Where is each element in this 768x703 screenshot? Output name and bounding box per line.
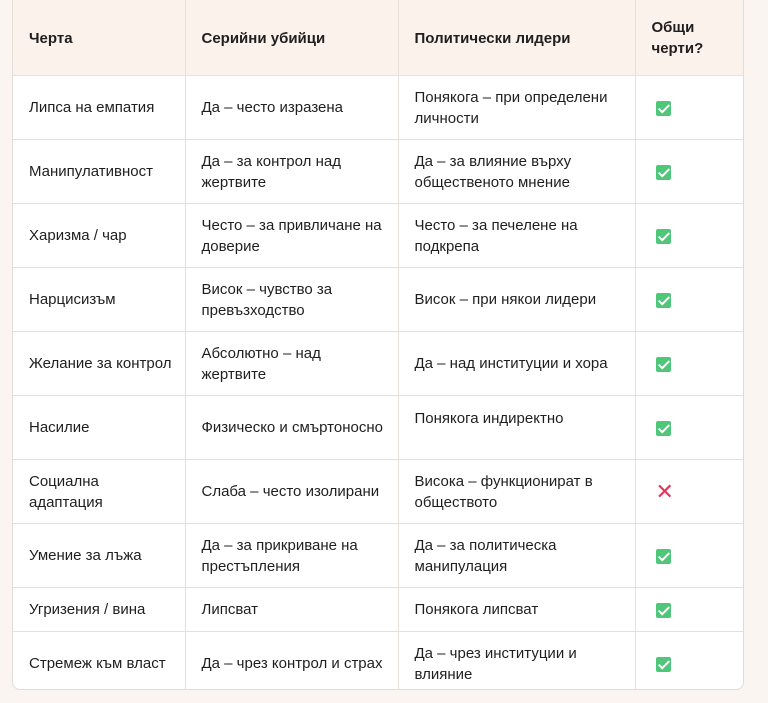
cell-killers: Да – за прикриване на престъпления	[185, 524, 398, 588]
cell-trait: Угризения / вина	[13, 588, 185, 632]
cell-leaders: Да – за политическа манипулация	[398, 524, 635, 588]
cell-common	[635, 632, 743, 691]
cell-leaders: Висок – при някои лидери	[398, 268, 635, 332]
cell-killers: Да – често изразена	[185, 76, 398, 140]
table-row	[13, 524, 743, 588]
cell-common	[635, 76, 743, 140]
cell-trait: Нарцисизъм	[13, 268, 185, 332]
cell-common	[635, 204, 743, 268]
check-icon	[656, 421, 671, 436]
cell-leaders: Да – за влияние върху общественото мнение	[398, 140, 635, 204]
check-icon	[656, 293, 671, 308]
cell-trait: Умение за лъжа	[13, 524, 185, 588]
cell-killers: Често – за привличане на доверие	[185, 204, 398, 268]
cell-leaders: Понякога – при определени личности	[398, 76, 635, 140]
comparison-table	[13, 0, 743, 690]
cell-trait: Харизма / чар	[13, 204, 185, 268]
comparison-table-container	[12, 0, 744, 690]
cell-killers: Висок – чувство за превъзходство	[185, 268, 398, 332]
table-row	[13, 460, 743, 524]
check-icon	[656, 101, 671, 116]
cell-leaders: Да – чрез институции и влияние	[398, 632, 635, 691]
cell-trait: Манипулативност	[13, 140, 185, 204]
check-icon	[656, 229, 671, 244]
cell-killers: Физическо и смъртоносно	[185, 396, 398, 460]
cell-leaders: Висока – функционират в обществото	[398, 460, 635, 524]
check-icon	[656, 357, 671, 372]
cell-leaders: Да – над институции и хора	[398, 332, 635, 396]
header-common-traits: Общи черти?	[635, 0, 743, 76]
cross-icon: ✕	[655, 479, 674, 505]
header-serial-killers: Серийни убийци	[185, 0, 398, 76]
cell-common	[635, 524, 743, 588]
cell-killers: Слаба – често изолирани	[185, 460, 398, 524]
check-icon	[656, 165, 671, 180]
cell-trait: Липса на емпатия	[13, 76, 185, 140]
cell-trait: Желание за контрол	[13, 332, 185, 396]
table-row	[13, 268, 743, 332]
cell-trait: Социална адаптация	[13, 460, 185, 524]
cell-common	[635, 268, 743, 332]
header-row	[13, 0, 743, 76]
table-row	[13, 76, 743, 140]
table-row	[13, 588, 743, 632]
cell-common	[635, 588, 743, 632]
cell-killers: Да – за контрол над жертвите	[185, 140, 398, 204]
check-icon	[656, 657, 671, 672]
cell-trait: Насилие	[13, 396, 185, 460]
table-row	[13, 140, 743, 204]
cell-leaders: Често – за печелене на подкрепа	[398, 204, 635, 268]
table-row	[13, 332, 743, 396]
cell-leaders: Понякога липсват	[398, 588, 635, 632]
check-icon	[656, 549, 671, 564]
cell-common	[635, 332, 743, 396]
header-trait: Черта	[13, 0, 185, 76]
cell-trait: Стремеж към власт	[13, 632, 185, 691]
check-icon	[656, 603, 671, 618]
header-political-leaders: Политически лидери	[398, 0, 635, 76]
cell-common	[635, 140, 743, 204]
cell-leaders: Понякога индиректно	[398, 396, 635, 460]
cell-killers: Липсват	[185, 588, 398, 632]
cell-killers: Да – чрез контрол и страх	[185, 632, 398, 691]
table-row	[13, 396, 743, 460]
cell-common	[635, 460, 743, 524]
table-row	[13, 204, 743, 268]
cell-killers: Абсолютно – над жертвите	[185, 332, 398, 396]
table-row	[13, 632, 743, 691]
cell-common	[635, 396, 743, 460]
